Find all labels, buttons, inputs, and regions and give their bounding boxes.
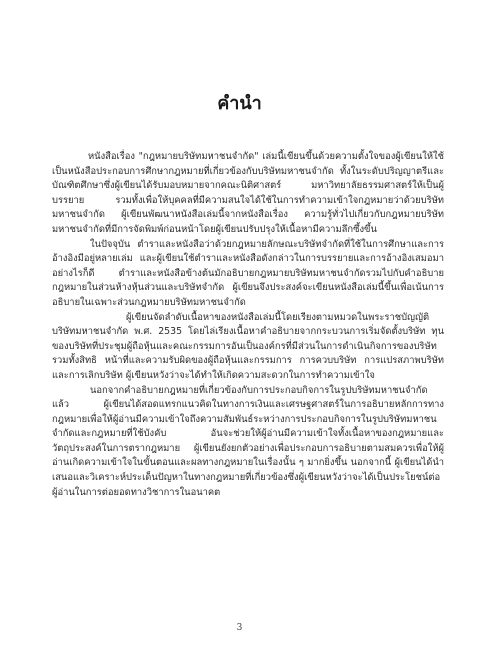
paragraph-4: นอกจากคำอธิบายกฎหมายที่เกี่ยวข้องกับการประกอบกิจการในรูปบริษัทมหาชนจำกัดแล้ว ผู้เขียนได้สอดแทรกแนวคิดในทางการเงินและเศรษฐศาสตร์ในการอธิบายหลักการทางกฎหมายเพื่อให้ผู้อ่านมีความเข้าใจถึงความสัมพันธ์ระหว่างการประกอบกิจการในรูปบริษัทมหาชนจำกัดและกฎหมายที่ใช้บังคับ อันจะช่วยให้ผู้อ่านมีความเข้าใจทั้งเนื้อหาของกฎหมายและวัตถุประสงค์ในการตรากฎหมาย ผู้เขียนยังยกตัวอย่างเพื่อประกอบการอธิบายตามสมควรเพื่อให้ผู้อ่านเกิดความเข้าใจในขั้นตอนและผลทางกฎหมายในเรื่องนั้น ๆ มากยิ่งขึ้น นอกจากนี้ ผู้เขียนได้นำเสนอและวิเคราะห์ประเด็นปัญหาในทางกฎหมายที่เกี่ยวข้องซึ่งผู้เขียนหวังว่าจะได้เป็นประโยชน์ต่อผู้อ่านในการต่อยอดทางวิชาการในอนาคต (52, 384, 444, 498)
paragraph-1: หนังสือเรื่อง "กฎหมายบริษัทมหาชนจำกัด" เล่มนี้เขียนขึ้นด้วยความตั้งใจของผู้เขียนให้ใช้เป็นหนังสือประกอบการศึกษากฎหมายที่เกี่ยวข้องกับบริษัทมหาชนจำกัด ทั้งในระดับปริญญาตรีและบัณฑิตศึกษาซึ่งผู้เขียนได้รับมอบหมายจากคณะนิติศาสตร์ มหาวิทยาลัยธรรมศาสตร์ให้เป็นผู้บรรยาย รวมทั้งเพื่อให้บุคคลที่มีความสนใจได้ใช้ในการทำความเข้าใจกฎหมายว่าด้วยบริษัทมหาชนจำกัด ผู้เขียนพัฒนาหนังสือเล่มนี้จากหนังสือเรื่อง ความรู้ทั่วไปเกี่ยวกับกฎหมายบริษัทมหาชนจำกัดที่มีการจัดพิมพ์ก่อนหน้าโดยผู้เขียนปรับปรุงให้เนื้อหามีความลึกซึ้งขึ้น (52, 151, 444, 235)
page-number: 3 (236, 623, 243, 633)
paragraph-3: ผู้เขียนจัดลำดับเนื้อหาของหนังสือเล่มนี้โดยเรียงตามหมวดในพระราชบัญญัติบริษัทมหาชนจำกัด พ.ศ. 2535 โดยไล่เรียงเนื้อหาคำอธิบายจากกระบวนการเริ่มจัดตั้งบริษัท ทุนของบริษัทที่ประชุมผู้ถือหุ้นและคณะกรรมการอันเป็นองค์กรที่มีส่วนในการดำเนินกิจการของบริษัท รวมทั้งสิทธิ หน้าที่และความรับผิดของผู้ถือหุ้นและกรรมการ การควบบริษัท การแปรสภาพบริษัทและการเลิกบริษัท ผู้เขียนหวังว่าจะได้ทำให้เกิดความสะดวกในการทำความเข้าใจ (52, 311, 444, 381)
page-title: คำนำ (217, 93, 262, 114)
paragraph-2: ในปัจจุบัน ตำราและหนังสือว่าด้วยกฎหมายลักษณะบริษัทจำกัดที่ใช้ในการศึกษาและการอ้างอิงมีอยู่หลายเล่ม และผู้เขียนใช้ตำราและหนังสือดังกล่าวในการบรรยายและการอ้างอิงเสมอมา อย่างไรก็ดี ตำราและหนังสือข้างต้นมักอธิบายกฎหมายบริษัทมหาชนจำกัดรวมไปกับคำอธิบายกฎหมายในส่วนห้างหุ้นส่วนและบริษัทจำกัด ผู้เขียนจึงประสงค์จะเขียนหนังสือเล่มนี้ขึ้นเพื่อเน้นการอธิบายในเฉพาะส่วนกฎหมายบริษัทมหาชนจำกัด (52, 238, 444, 308)
preface-body (52, 150, 444, 500)
